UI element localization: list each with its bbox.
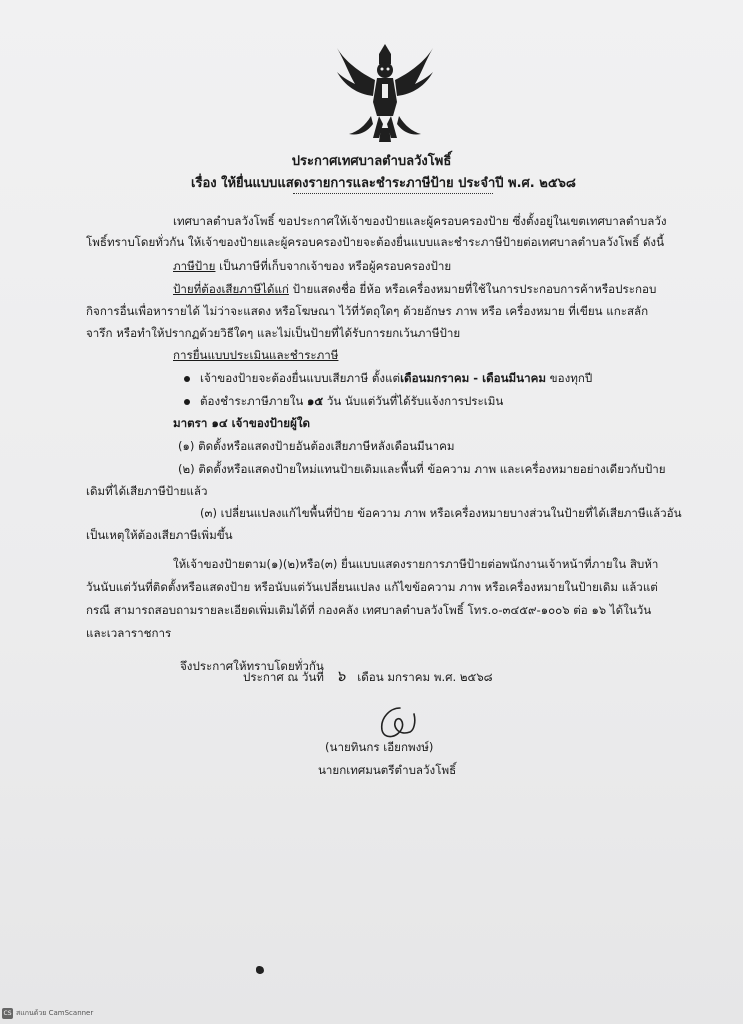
bullet-dot-1 [184, 376, 190, 382]
bullet-1-period: เดือนมกราคม - เดือนมีนาคม [400, 371, 546, 385]
bullet-1-suffix: ของทุกปี [546, 371, 593, 385]
announcement-title: ประกาศเทศบาลตำบลวังโพธิ์ [291, 154, 452, 169]
section-item-3-cont: เป็นเหตุให้ต้องเสียภาษีเพิ่มขึ้น [86, 528, 233, 542]
scanner-watermark-text: สแกนด้วย CamScanner [16, 1009, 94, 1017]
definition-sign [173, 279, 656, 300]
signatory-name: (นายทินกร เอียกพงษ์) [325, 740, 434, 754]
ink-speck [256, 966, 264, 974]
section-item-3: (๓) เปลี่ยนแปลงแก้ไขพื้นที่ป้าย ข้อความ ภาพ หรือเครื่องหมายบางส่วนในป้ายที่ได้เสียภาษีแล้วอัน [200, 506, 682, 520]
definition-tax-text: เป็นภาษีที่เก็บจากเจ้าของ หรือผู้ครอบครองป้าย [215, 259, 452, 273]
scanner-watermark [2, 1008, 93, 1019]
section-14-heading: มาตรา ๑๔ เจ้าของป้ายผู้ใด [173, 416, 311, 430]
definition-sign-text: ป้ายแสดงชื่อ ยี่ห้อ หรือเครื่องหมายที่ใช้ในการประกอบการค้าหรือประกอบ [288, 282, 657, 296]
bullet-dot-2 [184, 399, 190, 405]
garuda-emblem [335, 40, 435, 150]
dotted-divider [293, 193, 493, 194]
definition-sign-line-3: จารึก หรือทำให้ปรากฏด้วยวิธีใดๆ และไม่เป็นป้ายที่ได้รับการยกเว้นภาษีป้าย [86, 326, 461, 340]
definition-sign-label: ป้ายที่ต้องเสียภาษีได้แก่ [173, 282, 289, 296]
bullet-item-1 [200, 368, 592, 389]
notice-line-2: วันนับแต่วันที่ติดตั้งหรือแสดงป้าย หรือนับแต่วันเปลี่ยนแปลง แก้ไขข้อความ ภาพ หรือเครื่องหมายในป้ายเดิม แล้วแต่ [86, 580, 658, 594]
definition-sign-line-2: กิจการอื่นเพื่อหารายได้ ไม่ว่าจะแสดง หรือโฆษณา ไว้ที่วัตถุใดๆ ด้วยอักษร ภาพ หรือ เครื่องหมาย ที่เขียน แกะสลัก [86, 304, 649, 318]
definition-tax [173, 256, 451, 277]
announcement-subject: เรื่อง ให้ยื่นแบบแสดงรายการและชำระภาษีป้าย ประจำปี พ.ศ. ๒๕๖๘ [191, 176, 576, 191]
announcement-date [243, 666, 493, 688]
bullet-2-text: ต้องชำระภาษีภายใน [200, 394, 307, 408]
bullet-2-days: ๑๕ [307, 394, 324, 408]
signatory-position: นายกเทศมนตรีตำบลวังโพธิ์ [318, 763, 457, 777]
date-month-year: เดือน มกราคม พ.ศ. ๒๕๖๘ [357, 670, 493, 684]
section-item-2-cont: เดิมที่ได้เสียภาษีป้ายแล้ว [86, 484, 208, 498]
notice-line-1: ให้เจ้าของป้ายตาม(๑)(๒)หรือ(๓) ยื่นแบบแสดงรายการภาษีป้ายต่อพนักงานเจ้าหน้าที่ภายใน สิบห้า [173, 557, 659, 571]
camscanner-logo-icon: CS [3, 1010, 12, 1017]
intro-line-1: เทศบาลตำบลวังโพธิ์ ขอประกาศให้เจ้าของป้ายและผู้ครอบครองป้าย ซึ่งตั้งอยู่ในเขตเทศบาลตำบลวัง [173, 214, 667, 228]
date-prefix: ประกาศ ณ วันที่ [243, 670, 324, 684]
definition-tax-label: ภาษีป้าย [173, 259, 216, 273]
intro-line-2: โพธิ์ทราบโดยทั่วกัน ให้เจ้าของป้ายและผู้ครอบครองป้ายจะต้องยื่นแบบและชำระภาษีป้ายต่อเทศบาลตำบลวังโพธิ์ ดังนี้ [86, 235, 665, 249]
section-item-2: (๒) ติดตั้งหรือแสดงป้ายใหม่แทนป้ายเดิมและพื้นที่ ข้อความ ภาพ และเครื่องหมายอย่างเดียวกับป้าย [178, 462, 666, 476]
closing-statement: จึงประกาศให้ทราบโดยทั่วกัน [180, 659, 324, 673]
bullet-item-2 [200, 391, 503, 412]
notice-line-4: และเวลาราชการ [86, 626, 172, 640]
section-item-1: (๑) ติดตั้งหรือแสดงป้ายอันต้องเสียภาษีหลังเดือนมีนาคม [178, 439, 455, 453]
bullet-1-text: เจ้าของป้ายจะต้องยื่นแบบเสียภาษี ตั้งแต่ [200, 371, 401, 385]
date-day: ๖ [335, 667, 346, 685]
bullet-2-suffix: วัน นับแต่วันที่ได้รับแจ้งการประเมิน [323, 394, 504, 408]
filing-heading: การยื่นแบบประเมินและชำระภาษี [173, 348, 339, 362]
notice-line-3: กรณี สามารถสอบถามรายละเอียดเพิ่มเติมได้ที่ กองคลัง เทศบาลตำบลวังโพธิ์ โทร.๐-๓๔๕๙-๑๐๐๖ ต่อ ๑๖ ได้ในวัน [86, 603, 652, 617]
